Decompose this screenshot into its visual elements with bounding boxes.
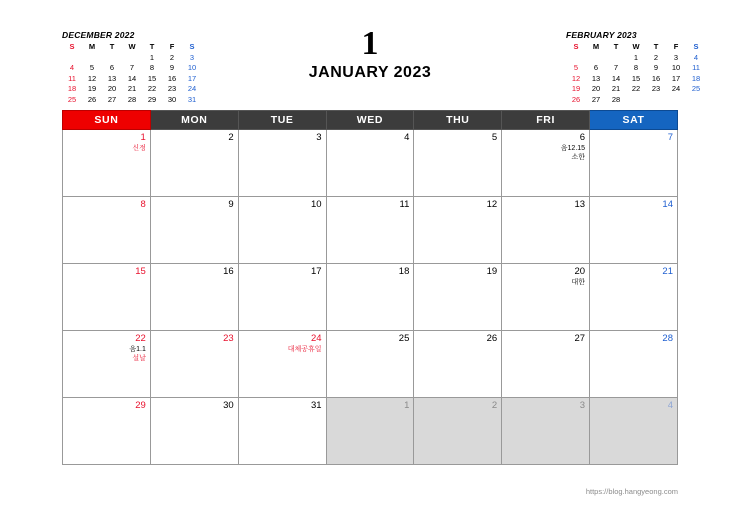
mini-day-cell: 2 xyxy=(169,52,175,62)
mini-day-cell xyxy=(626,95,646,106)
mini-weekday-header: S xyxy=(189,42,195,51)
day-number: 2 xyxy=(491,400,498,411)
mini-day-cell: 27 xyxy=(107,94,117,104)
day-cell[interactable] xyxy=(238,398,326,465)
month-grid xyxy=(62,110,678,465)
day-cell[interactable] xyxy=(150,197,238,264)
day-cell[interactable] xyxy=(150,398,238,465)
mini-day-cell: 31 xyxy=(187,94,197,104)
mini-day-cell: 7 xyxy=(129,63,135,72)
week-row xyxy=(63,398,678,465)
mini-day-cell: 20 xyxy=(107,84,117,93)
mini-day-cell xyxy=(666,95,686,106)
month-year-label: JANUARY 2023 xyxy=(308,64,432,81)
mini-weekday-header: S xyxy=(693,42,699,51)
day-cell[interactable] xyxy=(150,264,238,331)
mini-day-cell: 9 xyxy=(653,63,659,72)
mini-day-cell: 25 xyxy=(691,84,701,93)
mini-day-cell: 28 xyxy=(127,94,137,104)
mini-day-cell: 15 xyxy=(631,73,641,83)
day-cell[interactable] xyxy=(150,331,238,398)
mini-day-cell: 25 xyxy=(67,94,77,104)
day-cell-adjacent-month[interactable] xyxy=(326,398,414,465)
day-cell[interactable] xyxy=(326,130,414,197)
mini-day-cell: 4 xyxy=(693,52,699,62)
mini-day-cell: 10 xyxy=(187,63,197,72)
mini-day-cell: 14 xyxy=(127,73,137,83)
mini-day-cell: 12 xyxy=(571,73,581,83)
mini-weekday-header: S xyxy=(69,42,75,51)
mini-day-cell: 29 xyxy=(147,94,157,104)
mini-day-cell: 23 xyxy=(651,84,661,93)
mini-day-cell: 6 xyxy=(109,63,115,72)
mini-day-cell: 11 xyxy=(68,73,76,83)
mini-day-cell: 2 xyxy=(653,52,659,62)
mini-day-cell xyxy=(686,95,706,106)
day-number: 7 xyxy=(667,132,673,143)
day-cell[interactable] xyxy=(238,130,326,197)
day-number: 24 xyxy=(310,333,322,344)
mini-day-cell: 19 xyxy=(571,84,581,93)
day-cell[interactable] xyxy=(326,197,414,264)
page-title xyxy=(0,26,740,82)
weekday-header-mon: MON xyxy=(150,111,238,130)
mini-weekday-header: T xyxy=(613,42,619,51)
mini-day-cell: 16 xyxy=(167,73,177,83)
mini-day-cell: 28 xyxy=(611,94,621,104)
day-cell[interactable] xyxy=(238,264,326,331)
lunar-label: 음12.15 xyxy=(560,145,586,152)
mini-day-cell: 20 xyxy=(591,84,601,93)
day-cell-adjacent-month[interactable] xyxy=(502,398,590,465)
mini-day-cell: 4 xyxy=(69,63,75,72)
mini-day-cell: 24 xyxy=(187,84,197,93)
day-number: 11 xyxy=(399,199,410,210)
day-cell[interactable] xyxy=(238,331,326,398)
mini-day-cell: 15 xyxy=(147,73,157,83)
day-number: 21 xyxy=(662,266,673,277)
day-notes xyxy=(67,144,146,153)
day-number: 31 xyxy=(310,400,322,411)
day-cell[interactable] xyxy=(150,130,238,197)
mini-day-cell: 6 xyxy=(593,63,599,72)
mini-day-cell: 18 xyxy=(691,73,701,83)
day-number: 9 xyxy=(228,199,234,210)
mini-weekday-header: M xyxy=(88,42,96,51)
day-number: 16 xyxy=(223,266,234,277)
month-number: 1 xyxy=(361,25,379,62)
day-number: 29 xyxy=(135,400,146,411)
day-number: 5 xyxy=(491,132,498,143)
footer-url: https://blog.hangyeong.com xyxy=(585,487,678,496)
day-notes xyxy=(506,144,585,162)
holiday-label: 신정 xyxy=(132,145,146,152)
day-number: 23 xyxy=(223,333,234,344)
mini-day-cell: 16 xyxy=(651,73,661,83)
day-number: 2 xyxy=(228,132,234,143)
mini-weekday-header: T xyxy=(149,42,155,51)
day-number: 13 xyxy=(574,199,586,210)
mini-day-cell: 14 xyxy=(611,73,621,83)
weekday-header-row xyxy=(63,111,678,130)
mini-day-cell: 19 xyxy=(87,84,97,93)
day-cell[interactable] xyxy=(502,264,590,331)
mini-day-cell: 30 xyxy=(167,94,177,104)
weekday-header-fri: FRI xyxy=(502,111,590,130)
mini-weekday-header: W xyxy=(128,42,136,51)
weekday-header-wed: WED xyxy=(326,111,414,130)
day-cell[interactable] xyxy=(63,264,151,331)
mini-day-cell: 3 xyxy=(673,52,679,62)
mini-day-cell: 23 xyxy=(167,84,177,93)
day-number: 17 xyxy=(310,266,322,277)
mini-day-cell: 22 xyxy=(147,84,157,93)
mini-day-cell: 3 xyxy=(189,52,195,62)
mini-calendar-previous-title: DECEMBER 2022 xyxy=(62,30,135,40)
day-number: 1 xyxy=(140,132,146,143)
lunar-label: 대한 xyxy=(571,279,586,286)
weekday-header-tue: TUE xyxy=(238,111,326,130)
day-number: 1 xyxy=(404,400,410,411)
day-cell[interactable] xyxy=(326,264,414,331)
weekday-header-sat: SAT xyxy=(590,111,678,130)
day-cell[interactable] xyxy=(414,130,502,197)
holiday-label: 설날 xyxy=(132,355,146,362)
mini-day-cell: 1 xyxy=(149,52,155,62)
day-number: 3 xyxy=(316,132,322,143)
mini-day-cell: 9 xyxy=(169,63,175,72)
mini-day-cell: 22 xyxy=(631,84,641,93)
day-notes xyxy=(506,278,585,287)
day-cell[interactable] xyxy=(238,197,326,264)
day-number: 20 xyxy=(574,266,586,277)
day-cell-adjacent-month[interactable] xyxy=(414,398,502,465)
mini-weekday-header: W xyxy=(632,42,640,51)
lunar-label: 음1.1 xyxy=(129,346,146,353)
mini-day-cell: 17 xyxy=(187,73,197,83)
day-number: 30 xyxy=(223,400,234,411)
day-cell[interactable] xyxy=(502,197,590,264)
mini-day-cell: 7 xyxy=(613,63,619,72)
day-number: 15 xyxy=(135,266,146,277)
day-number: 28 xyxy=(662,333,673,344)
day-number: 14 xyxy=(662,199,673,210)
day-cell[interactable] xyxy=(590,130,678,197)
day-number: 12 xyxy=(486,199,498,210)
day-notes xyxy=(243,345,322,354)
mini-day-cell: 17 xyxy=(671,73,681,83)
day-cell[interactable] xyxy=(414,197,502,264)
day-cell[interactable] xyxy=(63,331,151,398)
day-number: 3 xyxy=(579,400,586,411)
mini-day-cell: 10 xyxy=(671,63,681,72)
week-row xyxy=(63,331,678,398)
week-row xyxy=(63,130,678,197)
day-number: 4 xyxy=(667,400,673,411)
day-notes xyxy=(67,345,146,363)
day-cell[interactable] xyxy=(63,130,151,197)
day-cell[interactable] xyxy=(326,331,414,398)
day-number: 22 xyxy=(135,333,146,344)
mini-day-cell: 13 xyxy=(591,73,601,83)
day-cell[interactable] xyxy=(590,264,678,331)
day-cell[interactable] xyxy=(590,197,678,264)
mini-day-cell: 13 xyxy=(107,73,117,83)
mini-day-cell: 26 xyxy=(87,94,97,104)
mini-day-cell: 8 xyxy=(633,63,639,72)
mini-weekday-header: S xyxy=(573,42,579,51)
mini-day-cell: 27 xyxy=(591,94,601,104)
day-cell[interactable] xyxy=(414,264,502,331)
day-cell[interactable] xyxy=(414,331,502,398)
mini-weekday-header: T xyxy=(653,42,659,51)
mini-weekday-header: M xyxy=(592,42,600,51)
week-row xyxy=(63,197,678,264)
mini-calendar-next-title: FEBRUARY 2023 xyxy=(566,30,637,40)
mini-day-cell: 5 xyxy=(573,63,579,72)
mini-day-cell xyxy=(646,95,666,106)
mini-day-cell: 21 xyxy=(611,84,621,93)
mini-day-cell: 1 xyxy=(633,52,639,62)
day-number: 8 xyxy=(140,199,146,210)
mini-day-cell: 18 xyxy=(67,84,77,93)
mini-weekday-header: T xyxy=(109,42,115,51)
mini-weekday-header: F xyxy=(673,42,679,51)
day-number: 25 xyxy=(398,333,410,344)
day-cell[interactable] xyxy=(63,197,151,264)
day-number: 6 xyxy=(579,132,586,143)
mini-day-cell: 12 xyxy=(87,73,97,83)
mini-day-cell: 5 xyxy=(89,63,95,72)
day-cell[interactable] xyxy=(502,331,590,398)
day-cell[interactable] xyxy=(590,331,678,398)
mini-day-cell: 8 xyxy=(149,63,155,72)
holiday-label: 대체공휴일 xyxy=(287,346,322,353)
day-number: 19 xyxy=(486,266,498,277)
day-cell[interactable] xyxy=(63,398,151,465)
mini-day-cell: 24 xyxy=(671,84,681,93)
weekday-header-sun: SUN xyxy=(63,111,151,130)
day-number: 26 xyxy=(486,333,498,344)
day-cell-adjacent-month[interactable] xyxy=(590,398,678,465)
day-number: 27 xyxy=(574,333,586,344)
weekday-header-thu: THU xyxy=(414,111,502,130)
mini-day-cell: 21 xyxy=(127,84,137,93)
mini-day-cell: 11 xyxy=(692,63,700,72)
day-number: 18 xyxy=(398,266,410,277)
mini-day-cell: 26 xyxy=(571,94,581,104)
week-row xyxy=(63,264,678,331)
day-number: 10 xyxy=(310,199,322,210)
day-cell[interactable] xyxy=(502,130,590,197)
lunar-label: 소한 xyxy=(571,154,586,161)
mini-weekday-header: F xyxy=(169,42,175,51)
day-number: 4 xyxy=(404,132,410,143)
